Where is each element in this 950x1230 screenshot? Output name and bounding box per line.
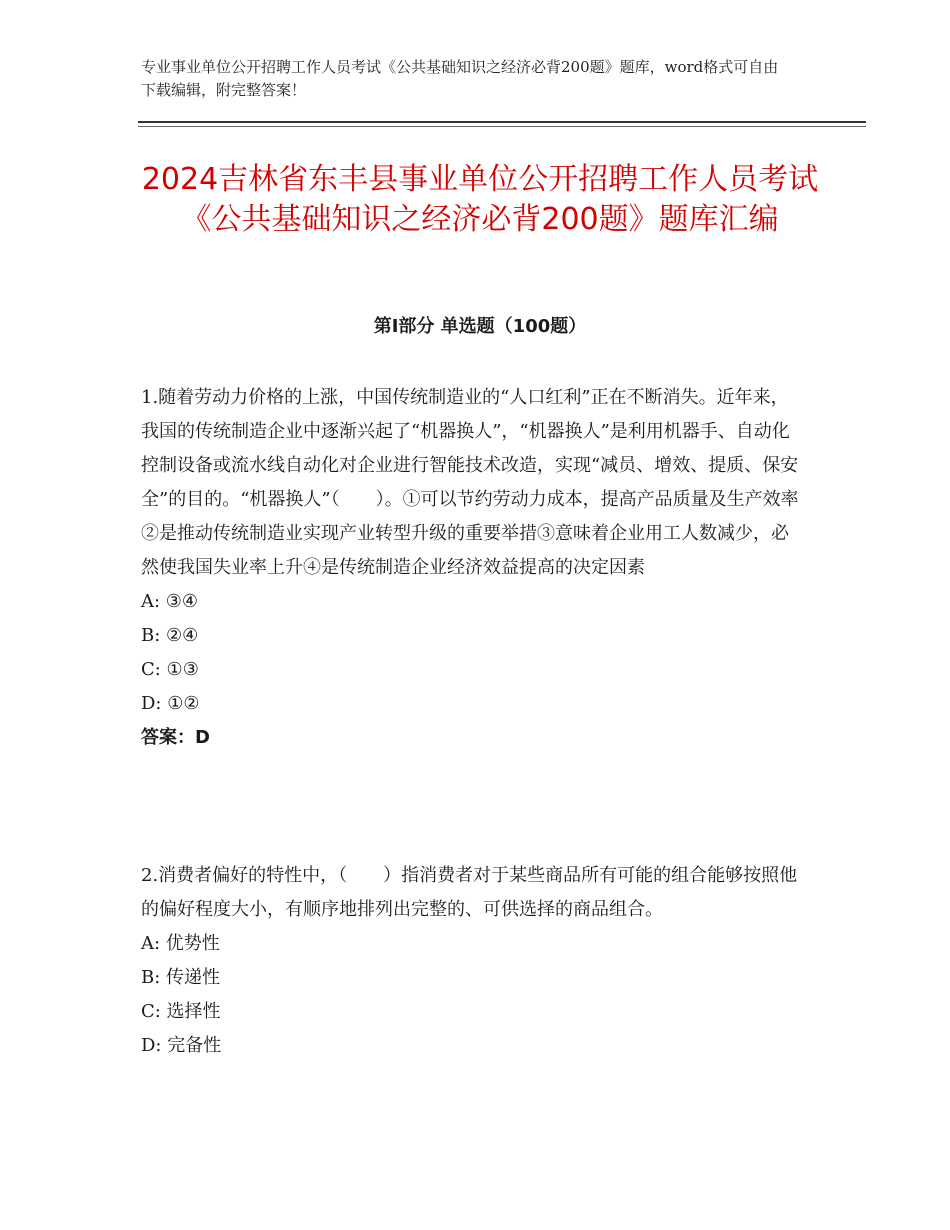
option-d: D: 完备性 <box>141 1035 222 1056</box>
section-title: 第Ⅰ部分 单选题（100题） <box>373 316 587 337</box>
question-2 <box>141 859 801 1063</box>
header-note: 专业事业单位公开招聘工作人员考试《公共基础知识之经济必背200题》题库，word格式可自由下载编辑，附完整答案！ <box>141 58 779 99</box>
option-a: A: ③④ <box>141 591 199 612</box>
question-stem: 1.随着劳动力价格的上涨，中国传统制造业的“人口红利”正在不断消失。近年来，我国的传统制造企业中逐渐兴起了“机器换人”，“机器换人”是利用机器手、自动化控制设备或流水线自动化对企业进行智能技术改造，实现“减员、增效、提质、保安全”的目的。“机器换人”（ ）。①可以节约劳动力成本，提高产品质量及生产效率②是推动传统制造业实现产业转型升级的重要举措③意味着企业用工人数减少，必然使我国失业率上升④是传统制造企业经济效益提高的决定因素 <box>141 387 799 578</box>
question-stem: 2.消费者偏好的特性中，（ ）指消费者对于某些商品所有可能的组合能够按照他的偏好程度大小，有顺序地排列出完整的、可供选择的商品组合。 <box>141 865 798 920</box>
option-c: C: ①③ <box>141 659 199 680</box>
answer-label: 答案：D <box>141 727 210 748</box>
option-c: C: 选择性 <box>141 1001 221 1022</box>
question-1 <box>141 381 801 755</box>
option-a: A: 优势性 <box>141 933 220 954</box>
option-b: B: 传递性 <box>141 967 221 988</box>
option-b: B: ②④ <box>141 625 199 646</box>
header-rule-thin <box>138 126 866 127</box>
option-d: D: ①② <box>141 693 200 714</box>
header-rule-thick <box>138 121 866 123</box>
document-title: 2024吉林省东丰县事业单位公开招聘工作人员考试《公共基础知识之经济必背200题》题库汇编 <box>141 162 819 237</box>
